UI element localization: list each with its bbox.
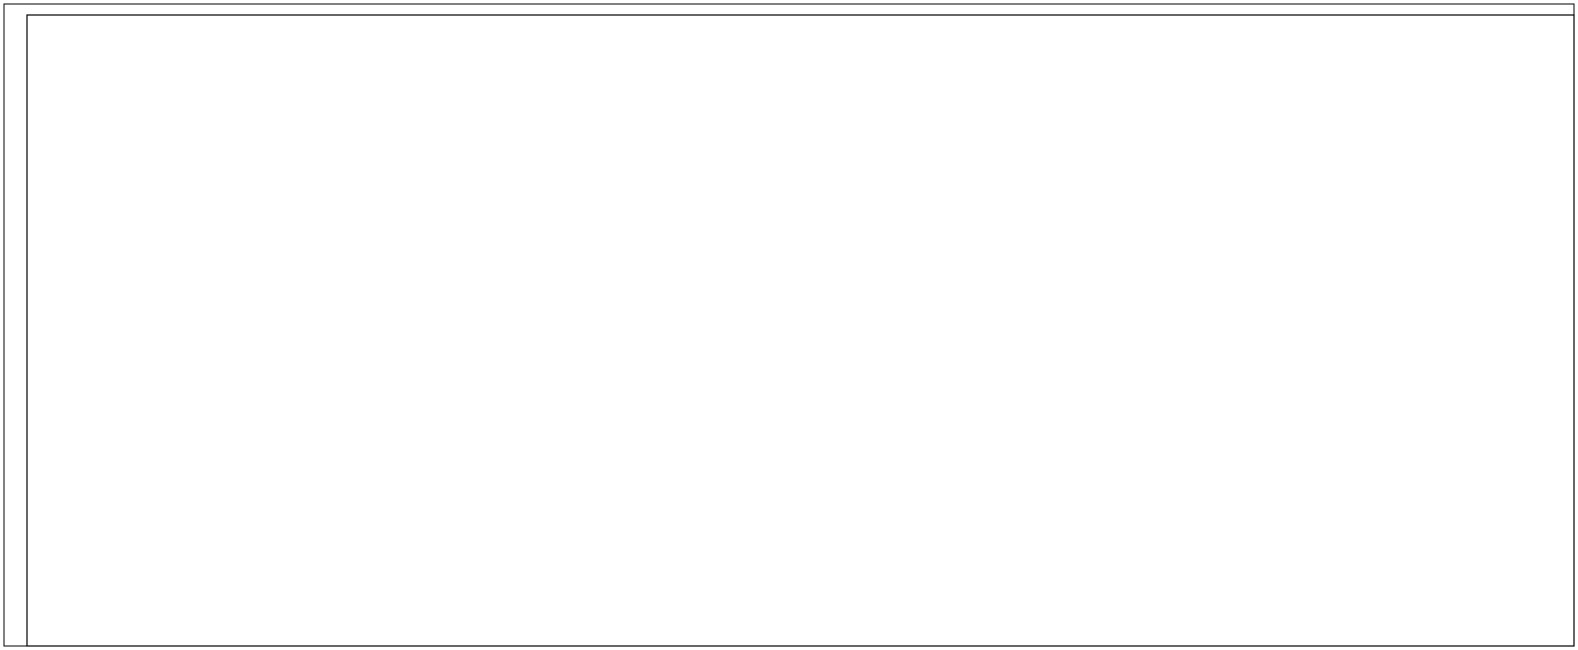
sheet-border-outer bbox=[4, 4, 1574, 646]
sheet-border-inner bbox=[27, 15, 1574, 646]
